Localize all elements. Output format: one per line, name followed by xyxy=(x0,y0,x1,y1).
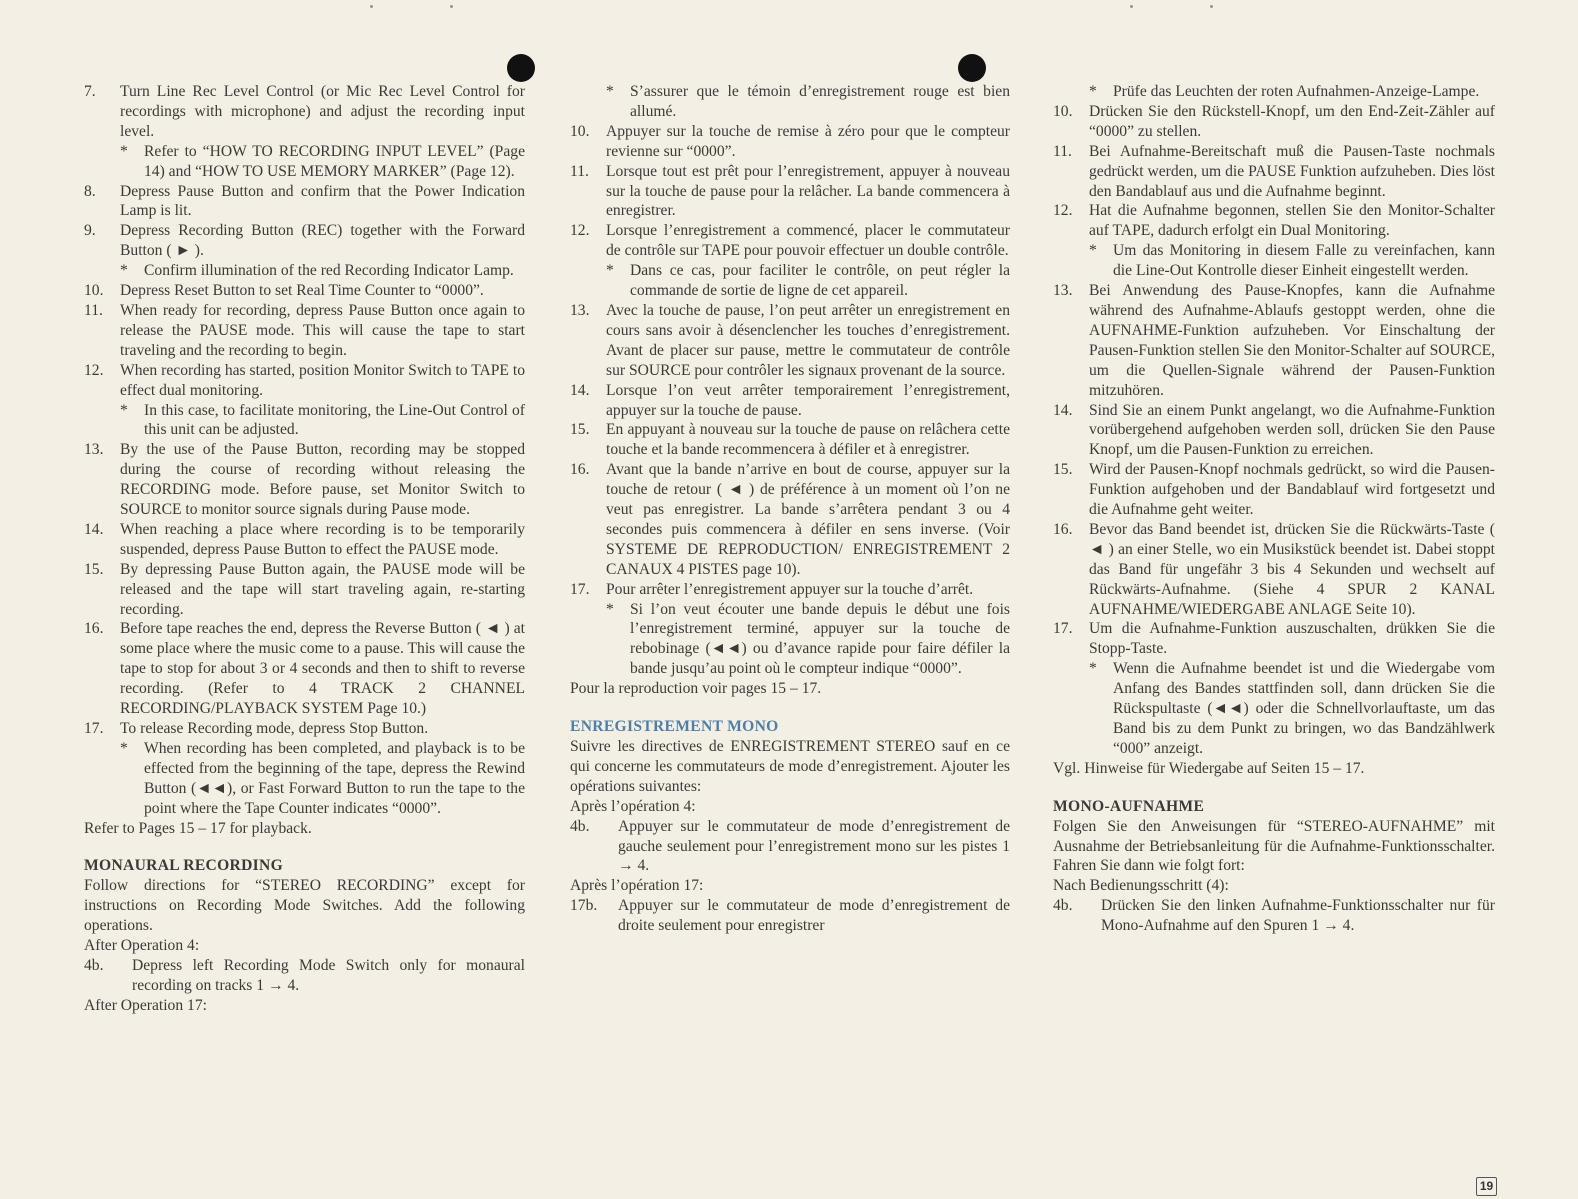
step-number: 8. xyxy=(84,182,96,200)
step-item xyxy=(570,460,1010,579)
step-number: 13. xyxy=(570,301,590,319)
step-item xyxy=(84,301,525,361)
step-number: 15. xyxy=(84,560,104,578)
step-number: 10. xyxy=(1053,102,1073,120)
french-sub-step-17b xyxy=(570,896,1010,936)
note-text: When recording has been completed, and playback is to be effected from the beginning of the tape, depress the Rewind Button (◄◄), or Fast Forward Button to run the tape to the point where the Tape Counter indicates “0000”. xyxy=(144,739,525,817)
step-text: Drücken Sie den Rückstell-Knopf, um den End-Zeit-Zähler auf “0000” zu stellen. xyxy=(1089,102,1495,140)
step-number: 16. xyxy=(1053,520,1073,538)
step-text: Lorsque l’enregistrement a commencé, placer le commutateur de contrôle sur TAPE pour pouvoir effectuer un double contrôle. xyxy=(606,222,1010,260)
step-text: Depress Reset Button to set Real Time Counter to “0000”. xyxy=(120,282,484,300)
step-note xyxy=(1089,241,1495,281)
note-text: S’assurer que le témoin d’enregistrement rouge est bien allumé. xyxy=(630,83,1010,120)
step-text: Sind Sie an einem Punkt angelangt, wo die Aufnahme-Funktion vorübergehend aufgehoben werden soll, drücken Sie den Pause Knopf, um die Pausen-Funktion zu erreichen. xyxy=(1089,401,1495,459)
step-item xyxy=(570,162,1010,222)
french-sub-step-4b xyxy=(570,817,1010,877)
step-text: Avant que la bande n’arrive en bout de course, appuyer sur la touche de retour ( ◄ ) de préférence à un moment où l’on ne veut pas enregistrer. La bande s’arrêtera pendant 3 ou 4 secondes puis commencera à défiler en sens inverse. (Voir SYSTEME DE REPRODUCTION/ ENREGISTREMENT 2 CANAUX 4 PISTES page 10). xyxy=(606,461,1010,578)
step-number: 16. xyxy=(570,461,590,479)
step-text: Pour arrêter l’enregistrement appuyer sur la touche d’arrêt. xyxy=(606,580,974,598)
note-text: Wenn die Aufnahme beendet ist und die Wiedergabe vom Anfang des Bandes stattfinden soll, dann drücken Sie die Rückspultaste (◄◄) oder die Schnellvorlauftaste, um das Band bis zu dem Punkt zu bringen, wo das Bandzählwerk “000” anzeigt. xyxy=(1113,660,1495,757)
step-item xyxy=(84,440,525,520)
step-item xyxy=(84,560,525,620)
english-mono-intro: Follow directions for “STEREO RECORDING” except for instructions on Recording Mode Switches. Add the following operations. xyxy=(84,877,525,935)
step-item xyxy=(84,619,525,719)
step-number: 15. xyxy=(1053,461,1073,479)
edge-dot xyxy=(370,5,373,8)
step-note xyxy=(120,142,525,182)
sub-step-number: 17b. xyxy=(570,897,598,915)
step-number: 11. xyxy=(570,162,589,180)
edge-dot xyxy=(450,5,453,8)
asterisk-mark: * xyxy=(606,262,614,280)
step-number: 9. xyxy=(84,222,96,240)
step-text: When reaching a place where recording is to be temporarily suspended, depress Pause Button to effect the PAUSE mode. xyxy=(120,520,525,558)
step-text: Depress Recording Button (REC) together with the Forward Button ( ► ). xyxy=(120,222,525,260)
french-mono-intro: Suivre les directives de ENREGISTREMENT STEREO sauf en ce qui concerne les commutateurs de mode d’enregistrement. Ajouter les opérations suivantes: xyxy=(570,738,1010,795)
step-item xyxy=(1053,142,1495,202)
english-after-op4: After Operation 4: xyxy=(84,937,200,955)
step-item xyxy=(570,221,1010,261)
step-item xyxy=(1053,460,1495,520)
step-number: 15. xyxy=(570,421,590,439)
step-note xyxy=(120,401,525,441)
note-text: Prüfe das Leuchten der roten Aufnahmen-Anzeige-Lampe. xyxy=(1113,83,1480,100)
step-text: Appuyer sur la touche de remise à zéro pour que le compteur revienne sur “0000”. xyxy=(606,122,1010,160)
german-after-op4: Nach Bedienungsschritt (4): xyxy=(1053,877,1229,895)
sub-step-number: 4b. xyxy=(84,956,104,974)
step-number: 11. xyxy=(1053,142,1072,160)
step-text: Bei Anwendung des Pause-Knopfes, kann die Aufnahme während des Aufnahme-Ablaufs gestoppt werden, ohne die AUFNAHME-Funktion aufzuheben. Vor Einschaltung der Pausen-Funktion stellen Sie den Monitor-Schalter auf SOURCE, um die Quellen-Signale während der Pausen-Funktion mitzuhören. xyxy=(1089,282,1495,399)
step-item xyxy=(570,122,1010,162)
sub-step-text: Appuyer sur le commutateur de mode d’enregistrement de gauche seulement pour l’enregistrement mono sur les pistes 1 → 4. xyxy=(618,817,1010,875)
asterisk-mark: * xyxy=(120,401,128,419)
german-sub-step-4b xyxy=(1053,896,1495,936)
sub-step-number: 4b. xyxy=(1053,897,1073,915)
step-item xyxy=(1053,102,1495,142)
step-note xyxy=(606,600,1010,680)
step-note xyxy=(606,261,1010,301)
step-item xyxy=(1053,201,1495,241)
step-item xyxy=(84,361,525,401)
step-note xyxy=(1089,659,1495,759)
english-steps xyxy=(84,82,525,838)
sub-step-number: 4b. xyxy=(570,817,590,835)
step-item xyxy=(570,381,1010,421)
step-text: By depressing Pause Button again, the PAUSE mode will be released and the tape will start traveling again, re-starting recording. xyxy=(120,560,525,618)
french-after-op4: Après l’opération 4: xyxy=(570,797,696,815)
step-number: 17. xyxy=(570,580,590,598)
step-text: Bei Aufnahme-Bereitschaft muß die Pausen-Taste nochmals gedrückt werden, um die PAUSE Funktion aufzuheben. Dies löst den Bandablauf aus und die Aufnahme beginnt. xyxy=(1089,142,1495,200)
note-text: Si l’on veut écouter une bande depuis le début une fois l’enregistrement terminé, appuyer sur la touche de rebobinage (◄◄) ou d’avance rapide pour faire défiler la bande jusqu’au point où le compteur indique “0000”. xyxy=(630,600,1010,678)
step-text: Turn Line Rec Level Control (or Mic Rec Level Control for recordings with microphone) and adjust the recording input level. xyxy=(120,83,525,140)
step-number: 16. xyxy=(84,620,104,638)
binding-hole xyxy=(958,54,986,82)
german-column xyxy=(1053,82,1495,936)
english-mono-heading: MONAURAL RECORDING xyxy=(84,857,284,875)
step-number: 14. xyxy=(570,381,590,399)
french-steps xyxy=(570,122,1010,699)
step-note-continuation: Pour la reproduction voir pages 15 – 17. xyxy=(570,680,822,698)
step-number: 12. xyxy=(84,361,104,379)
step-text: Before tape reaches the end, depress the Reverse Button ( ◄ ) at some place where the music come to a pause. This will cause the tape to stop for about 3 or 4 seconds and then to shift to reverse recording. (Refer to 4 TRACK 2 CHANNEL RECORDING/PLAYBACK SYSTEM Page 10.) xyxy=(120,620,525,718)
step-text: To release Recording mode, depress Stop Button. xyxy=(120,720,429,737)
asterisk-mark: * xyxy=(606,600,614,618)
french-mono-heading: ENREGISTREMENT MONO xyxy=(570,718,779,736)
step-text: Wird der Pausen-Knopf nochmals gedrückt, so wird die Pausen-Funktion aufgehoben und der Bandablauf wird fortgesetzt und die Aufnahme geht weiter. xyxy=(1089,461,1495,519)
step-text: Avec la touche de pause, l’on peut arrêter un enregistrement en cours sans avoir à désenclencher les touches d’enregistrement. Avant de placer sur pause, mettre le commutateur de contrôle sur SOURCE pour contrôler les signaux provenant de la source. xyxy=(606,301,1010,379)
german-mono-heading: MONO-AUFNAHME xyxy=(1053,797,1205,815)
english-after-op17: After Operation 17: xyxy=(84,996,207,1014)
sub-step-text: Appuyer sur le commutateur de mode d’enregistrement de droite seulement pour enregistrer xyxy=(618,897,1010,935)
step-number: 14. xyxy=(1053,401,1073,419)
step-item xyxy=(84,281,525,301)
note-text: Um das Monitoring in diesem Falle zu vereinfachen, kann die Line-Out Kontrolle dieser Einheit eingestellt werden. xyxy=(1113,242,1495,280)
step-number: 12. xyxy=(1053,202,1073,220)
german-mono-intro: Folgen Sie den Anweisungen für “STEREO-AUFNAHME” mit Ausnahme der Betriebsanleitung für die Aufnahme-Funktionsschalter. Fahren Sie dann wie folgt fort: xyxy=(1053,817,1495,875)
step-note xyxy=(120,261,525,281)
step-note-continuation: Vgl. Hinweise für Wiedergabe auf Seiten 15 – 17. xyxy=(1053,759,1365,777)
step-number: 11. xyxy=(84,301,103,319)
note-text: In this case, to facilitate monitoring, the Line-Out Control of this unit can be adjusted. xyxy=(144,401,525,439)
note-text: Confirm illumination of the red Recording Indicator Lamp. xyxy=(144,262,514,280)
asterisk-mark: * xyxy=(606,83,614,100)
french-lead-note xyxy=(606,82,1010,122)
step-item xyxy=(84,520,525,560)
step-number: 17. xyxy=(1053,620,1073,638)
note-text: Dans ce cas, pour faciliter le contrôle, on peut régler la commande de sortie de ligne de cet appareil. xyxy=(630,262,1010,300)
asterisk-mark: * xyxy=(120,739,128,757)
step-item xyxy=(1053,281,1495,400)
step-item xyxy=(84,719,525,739)
step-number: 13. xyxy=(1053,282,1073,300)
french-column xyxy=(570,82,1010,936)
step-number: 10. xyxy=(84,282,104,300)
step-item xyxy=(570,420,1010,460)
step-number: 7. xyxy=(84,83,96,100)
step-item xyxy=(1053,520,1495,620)
step-text: Bevor das Band beendet ist, drücken Sie die Rückwärts-Taste ( ◄ ) an einer Stelle, wo ein Musikstück beendet ist. Dabei stoppt das Band für ungefähr 3 bis 4 Sekunden und wechselt auf Rückwärts-Aufnahme. (Siehe 4 SPUR 2 KANAL AUFNAHME/WIEDERGABE ANLAGE Seite 10). xyxy=(1089,520,1495,618)
step-text: En appuyant à nouveau sur la touche de pause on relâchera cette touche et la bande recommencera à défiler et à enregistrer. xyxy=(606,421,1010,459)
step-number: 13. xyxy=(84,441,104,459)
asterisk-mark: * xyxy=(1089,83,1097,100)
step-note-continuation: Refer to Pages 15 – 17 for playback. xyxy=(84,819,312,837)
asterisk-mark: * xyxy=(1089,242,1097,260)
step-text: Um die Aufnahme-Funktion auszuschalten, drükken Sie die Stopp-Taste. xyxy=(1089,620,1495,658)
step-text: Lorsque l’on veut arrêter temporairement l’enregistrement, appuyer sur la touche de pause. xyxy=(606,381,1010,419)
step-text: Depress Pause Button and confirm that the Power Indication Lamp is lit. xyxy=(120,182,525,220)
step-item xyxy=(570,580,1010,600)
english-sub-step-4b xyxy=(84,956,525,996)
step-text: By the use of the Pause Button, recording may be stopped during the course of recording without releasing the RECORDING mode. Before pause, set Monitor Switch to SOURCE to monitor source signals during Pause mode. xyxy=(120,441,525,519)
asterisk-mark: * xyxy=(120,142,128,160)
french-after-op17: Après l’opération 17: xyxy=(570,877,704,895)
asterisk-mark: * xyxy=(1089,660,1097,678)
step-text: When ready for recording, depress Pause Button once again to release the PAUSE mode. This will cause the tape to start traveling and the recording to begin. xyxy=(120,301,525,359)
step-number: 12. xyxy=(570,222,590,240)
asterisk-mark: * xyxy=(120,262,128,280)
step-number: 17. xyxy=(84,720,104,737)
step-item xyxy=(1053,401,1495,461)
sub-step-text: Drücken Sie den linken Aufnahme-Funktionsschalter nur für Mono-Aufnahme auf den Spuren 1 → 4. xyxy=(1101,897,1495,935)
step-text: When recording has started, position Monitor Switch to TAPE to effect dual monitoring. xyxy=(120,361,525,399)
page-number: 19 xyxy=(1476,1177,1497,1196)
german-lead-note xyxy=(1089,82,1495,102)
step-text: Lorsque tout est prêt pour l’enregistrement, appuyer à nouveau sur la touche de pause pour la relâcher. La bande commencera à enregistrer. xyxy=(606,162,1010,220)
edge-dot xyxy=(1210,5,1213,8)
step-item xyxy=(570,301,1010,381)
step-item xyxy=(84,221,525,261)
step-text: Hat die Aufnahme begonnen, stellen Sie den Monitor-Schalter auf TAPE, dadurch erfolgt ein Dual Monitoring. xyxy=(1089,202,1495,240)
edge-dot xyxy=(1130,5,1133,8)
step-item xyxy=(84,182,525,222)
note-text: Refer to “HOW TO RECORDING INPUT LEVEL” (Page 14) and “HOW TO USE MEMORY MARKER” (Page 12). xyxy=(144,142,525,180)
english-column xyxy=(84,82,525,1016)
step-item xyxy=(1053,619,1495,659)
german-steps xyxy=(1053,102,1495,779)
sub-step-text: Depress left Recording Mode Switch only for monaural recording on tracks 1 → 4. xyxy=(132,956,525,994)
step-number: 14. xyxy=(84,520,104,538)
step-number: 10. xyxy=(570,122,590,140)
step-item xyxy=(84,82,525,142)
step-note xyxy=(120,739,525,819)
binding-hole xyxy=(507,54,535,82)
